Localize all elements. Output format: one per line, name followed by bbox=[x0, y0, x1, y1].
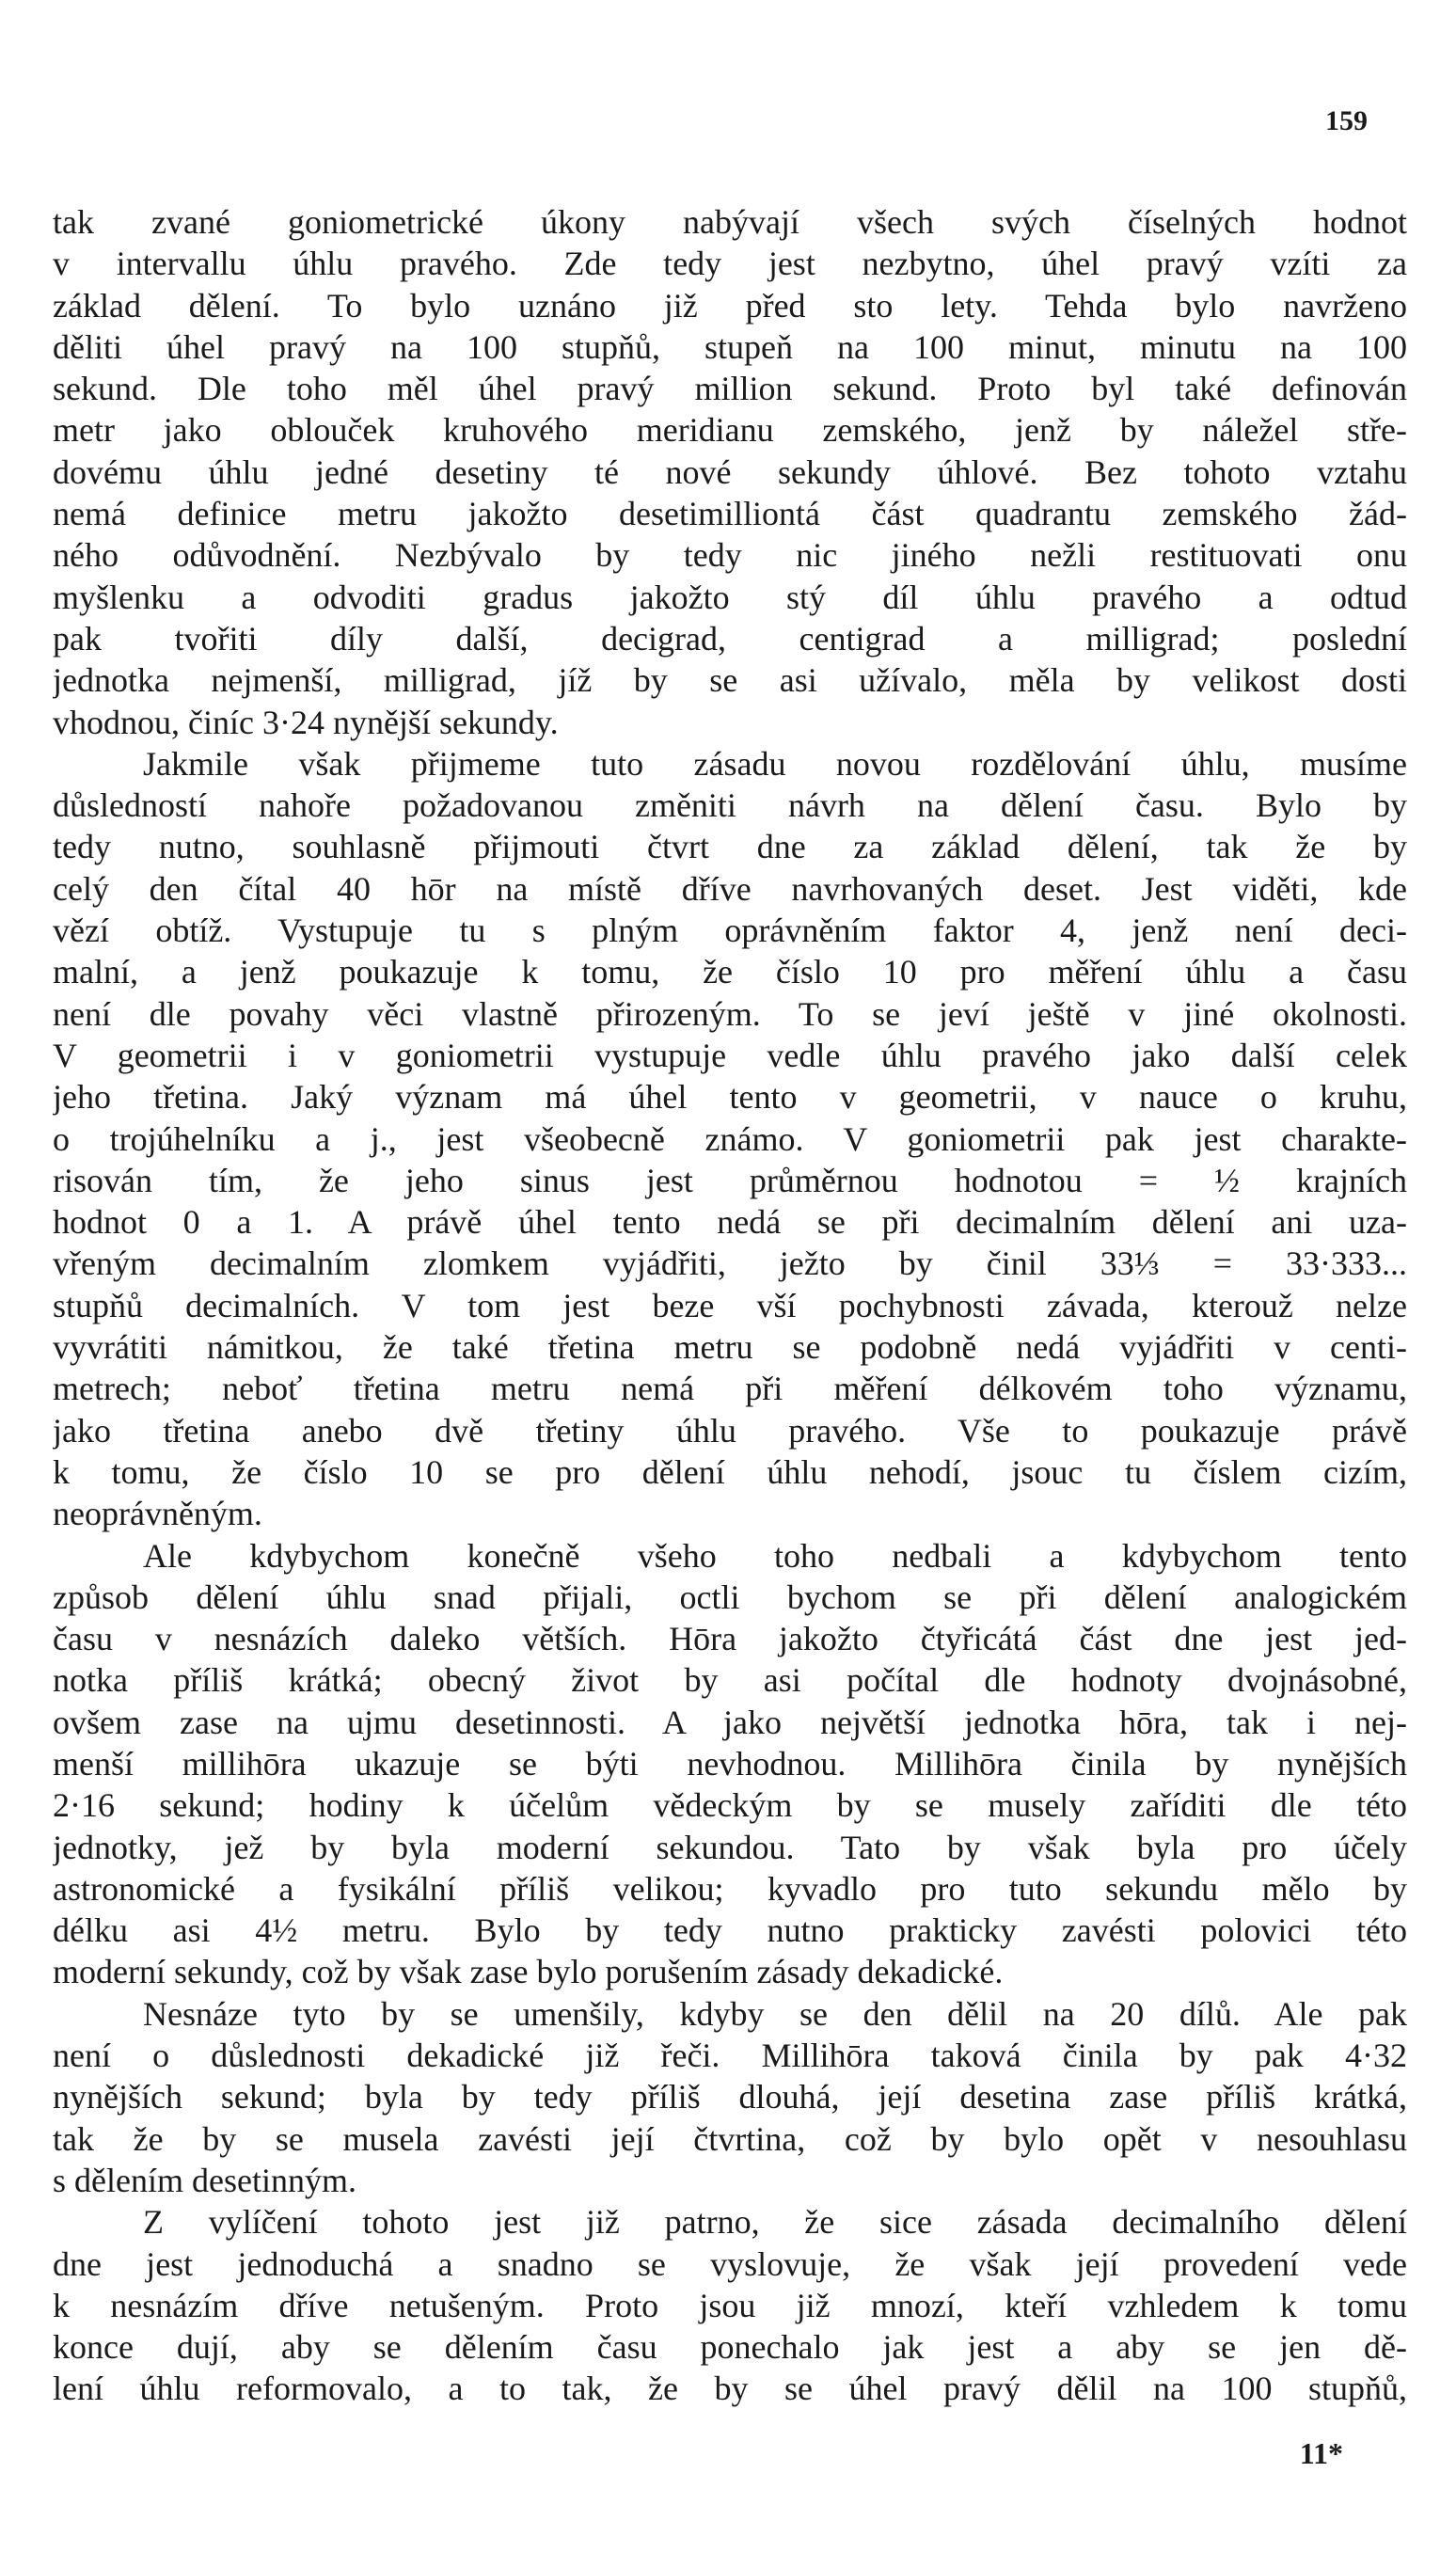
text-line: 2·16 sekund; hodiny k účelům vědeckým by se musely zaříditi dle této bbox=[53, 1786, 1407, 1825]
text-line: způsob dělení úhlu snad přijali, octli bychom se při dělení analogickém bbox=[53, 1577, 1407, 1616]
text-line: notka příliš krátká; obecný život by asi počítal dle hodnoty dvojnásobné, bbox=[53, 1661, 1407, 1700]
text-line: astronomické a fysikální příliš velikou; kyvadlo pro tuto sekundu mělo by bbox=[53, 1869, 1407, 1908]
text-line: Nesnáze tyto by se umenšily, kdyby se den dělil na 20 dílů. Ale pak bbox=[143, 1994, 1407, 2033]
text-line: vřeným decimalním zlomkem vyjádřiti, ježto by činil 33⅓ = 33·333... bbox=[53, 1244, 1407, 1283]
text-line: k nesnázím dříve netušeným. Proto jsou již mnozí, kteří vzhledem k tomu bbox=[53, 2286, 1407, 2324]
text-line: metrech; neboť třetina metru nemá při měření délkovém toho významu, bbox=[53, 1370, 1407, 1408]
text-line: pak tvořiti díly další, decigrad, centigrad a milligrad; poslední bbox=[53, 619, 1407, 658]
text-line: základ dělení. To bylo uznáno již před sto lety. Tehda bylo navrženo bbox=[53, 286, 1407, 325]
text-line: jako třetina anebo dvě třetiny úhlu pravého. Vše to poukazuje právě bbox=[53, 1411, 1407, 1450]
text-line: risován tím, že jeho sinus jest průměrnou hodnotou = ½ krajních bbox=[53, 1161, 1407, 1199]
text-line: děliti úhel pravý na 100 stupňů, stupeň na 100 minut, minutu na 100 bbox=[53, 327, 1407, 366]
text-line: jednotky, jež by byla moderní sekundou. Tato by však byla pro účely bbox=[53, 1828, 1407, 1866]
text-line: neoprávněným. bbox=[53, 1495, 262, 1533]
text-line: tak že by se musela zavésti její čtvrtina, což by bylo opět v nesouhlasu bbox=[53, 2119, 1407, 2158]
text-line: dovému úhlu jedné desetiny té nové sekundy úhlové. Bez tohoto vztahu bbox=[53, 452, 1407, 491]
text-line: menší millihōra ukazuje se býti nevhodnou. Millihōra činila by nynějších bbox=[53, 1744, 1407, 1783]
text-line: v intervallu úhlu pravého. Zde tedy jest nezbytno, úhel pravý vzíti za bbox=[53, 245, 1407, 283]
text-line: moderní sekundy, což by však zase bylo porušením zásady dekadické. bbox=[53, 1953, 1004, 1991]
text-line: nemá definice metru jakožto desetimilliontá část quadrantu zemského žád- bbox=[53, 495, 1407, 533]
text-line: k tomu, že číslo 10 se pro dělení úhlu nehodí, jsouc tu číslem cizím, bbox=[53, 1452, 1407, 1491]
text-line: s dělením desetinným. bbox=[53, 2161, 356, 2199]
text-line: stupňů decimalních. V tom jest beze vší pochybnosti závada, kterouž nelze bbox=[53, 1286, 1407, 1324]
text-line: konce dují, aby se dělením času ponechalo jak jest a aby se jen dě- bbox=[53, 2328, 1407, 2367]
text-line: celý den čítal 40 hōr na místě dříve navrhovaných deset. Jest viděti, kde bbox=[53, 869, 1407, 908]
text-line: není dle povahy věci vlastně přirozeným. To se jeví ještě v jiné okolnosti. bbox=[53, 994, 1407, 1033]
text-line: není o důslednosti dekadické již řeči. Millihōra taková činila by pak 4·32 bbox=[53, 2037, 1407, 2075]
text-line: Z vylíčení tohoto jest již patrno, že sice zásada decimalního dělení bbox=[143, 2203, 1407, 2242]
text-line: metr jako oblouček kruhového meridianu zemského, jenž by náležel stře- bbox=[53, 411, 1407, 450]
text-line: o trojúhelníku a j., jest všeobecně známo. V goniometrii pak jest charakte- bbox=[53, 1119, 1407, 1158]
text-line: ného odůvodnění. Nezbývalo by tedy nic jiného nežli restituovati onu bbox=[53, 536, 1407, 575]
text-line: tak zvané goniometrické úkony nabývají všech svých číselných hodnot bbox=[53, 203, 1407, 241]
text-line: lení úhlu reformovalo, a to tak, že by se úhel pravý dělil na 100 stupňů, bbox=[53, 2370, 1407, 2408]
text-line: jednotka nejmenší, milligrad, jíž by se asi užívalo, měla by velikost dosti bbox=[53, 661, 1407, 700]
text-line: Jakmile však přijmeme tuto zásadu novou rozdělování úhlu, musíme bbox=[143, 744, 1407, 783]
text-line: dne jest jednoduchá a snadno se vyslovuje, že však její provedení vede bbox=[53, 2244, 1407, 2283]
text-line: času v nesnázích daleko větších. Hōra jakožto čtyřicátá část dne jest jed- bbox=[53, 1620, 1407, 1658]
text-line: tedy nutno, souhlasně přijmouti čtvrt dne za základ dělení, tak že by bbox=[53, 828, 1407, 866]
page-number: 159 bbox=[1325, 105, 1368, 136]
text-line: nynějších sekund; byla by tedy příliš dlouhá, její desetina zase příliš krátká, bbox=[53, 2078, 1407, 2116]
text-line: V geometrii i v goniometrii vystupuje vedle úhlu pravého jako další celek bbox=[53, 1036, 1407, 1074]
text-line: myšlenku a odvoditi gradus jakožto stý díl úhlu pravého a odtud bbox=[53, 578, 1407, 616]
text-line: vězí obtíž. Vystupuje tu s plným oprávněním faktor 4, jenž není deci- bbox=[53, 911, 1407, 950]
signature-mark: 11* bbox=[1299, 2436, 1343, 2470]
text-line: hodnot 0 a 1. A právě úhel tento nedá se při decimalním dělení ani uza- bbox=[53, 1203, 1407, 1242]
text-line: vhodnou, činíc 3·24 nynější sekundy. bbox=[53, 703, 559, 741]
text-line: jeho třetina. Jaký význam má úhel tento v geometrii, v nauce o kruhu, bbox=[53, 1078, 1407, 1117]
text-line: malní, a jenž poukazuje k tomu, že číslo 10 pro měření úhlu a času bbox=[53, 953, 1407, 991]
text-line: délku asi 4½ metru. Bylo by tedy nutno prakticky zavésti polovici této bbox=[53, 1911, 1407, 1950]
text-line: ovšem zase na ujmu desetinnosti. A jako největší jednotka hōra, tak i nej- bbox=[53, 1703, 1407, 1741]
text-line: důsledností nahoře požadovanou změniti návrh na dělení času. Bylo by bbox=[53, 786, 1407, 825]
text-line: Ale kdybychom konečně všeho toho nedbali a kdybychom tento bbox=[143, 1536, 1407, 1575]
body-text bbox=[53, 201, 1407, 2410]
text-line: sekund. Dle toho měl úhel pravý million sekund. Proto byl také definován bbox=[53, 370, 1407, 408]
text-line: vyvrátiti námitkou, že také třetina metru se podobně nedá vyjádřiti v centi- bbox=[53, 1328, 1407, 1367]
